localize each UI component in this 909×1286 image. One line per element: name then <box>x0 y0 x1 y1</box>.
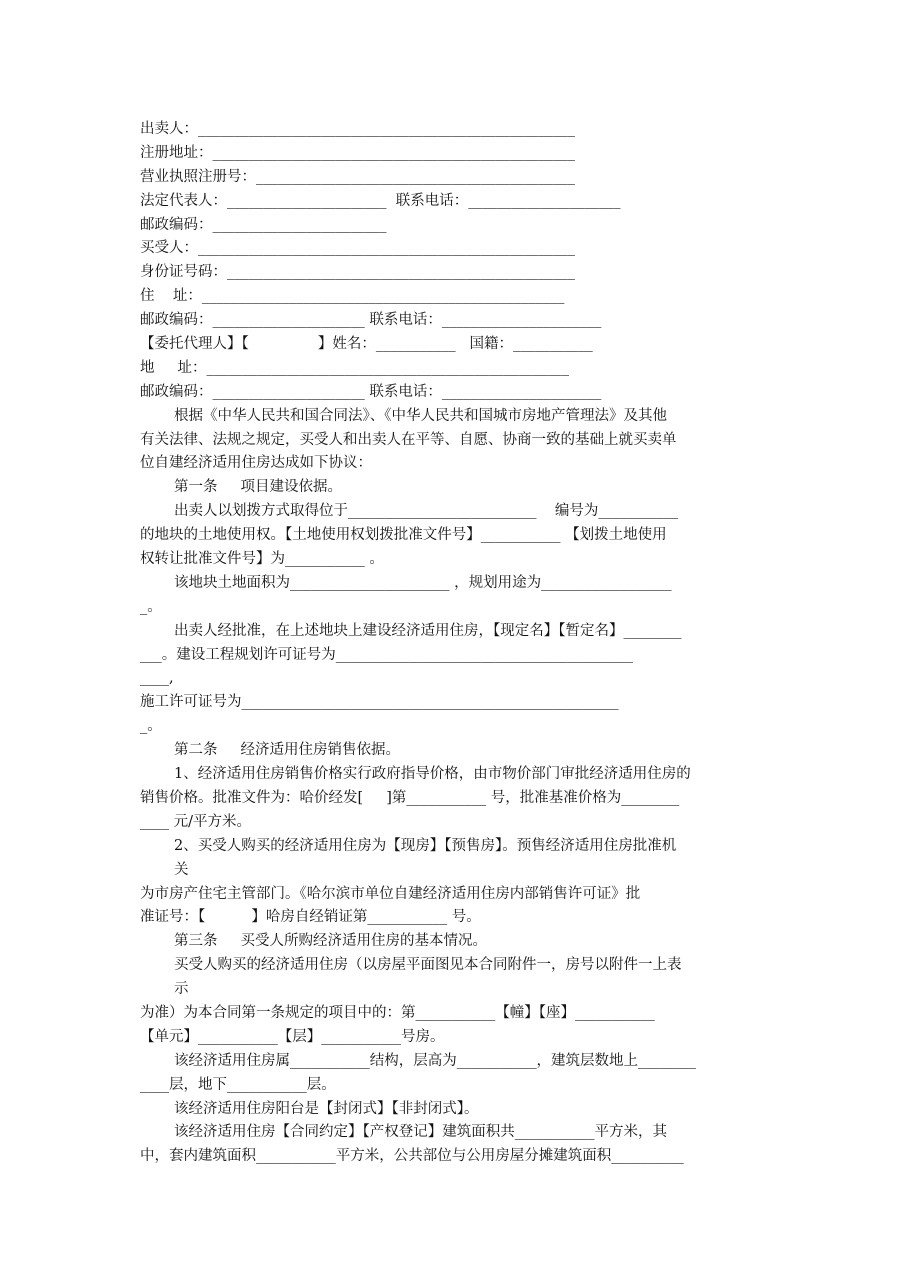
agent-line: 【委托代理人】【 】姓名：___________ 国籍：___________ <box>140 336 593 353</box>
legal-representative-line: 法定代表人：______________________ 联系电话：_____________________ <box>140 192 621 209</box>
article-1-text: 权转让批准文件号】为___________ 。 <box>140 551 384 568</box>
preamble-line: 位自建经济适用住房达成如下协议： <box>140 455 372 472</box>
preamble-line: 根据《中华人民共和国合同法》、《中华人民共和国城市房地产管理法》及其他 <box>174 407 667 424</box>
seller-postcode-line: 邮政编码：________________________ <box>140 216 387 233</box>
article-3-heading: 第三条 买受人所购经济适用住房的基本情况。 <box>174 933 488 950</box>
article-3-text: 【单元】___________【层】___________号房。 <box>140 1028 445 1045</box>
article-2-text: 1、经济适用住房销售价格实行政府指导价格，由市物价部门审批经济适用住房的 <box>174 766 691 783</box>
article-2-text: 准证号：【 】哈房自经销证第___________ 号。 <box>140 909 481 926</box>
article-3-text: 该经济适用住房属___________结构，层高为___________，建筑层数地上________ <box>174 1052 696 1069</box>
article-3-text: ____层，地下___________层。 <box>140 1076 336 1093</box>
article-2-heading: 第二条 经济适用住房销售依据。 <box>174 742 401 759</box>
business-license-line: 营业执照注册号：____________________________________________ <box>140 168 575 185</box>
article-1-heading: 第一条 项目建设依据。 <box>174 479 343 496</box>
agent-postcode-line: 邮政编码：_____________________ 联系电话：______________________ <box>140 383 602 400</box>
article-1-text: ___。建设工程规划许可证号为_________________________________________ <box>140 646 633 663</box>
agent-address-line: 地 址：__________________________________________________ <box>140 359 570 376</box>
article-2-text: 2、买受人购买的经济适用住房为【现房】【预售房】。预售经济适用住房批准机 <box>174 837 677 854</box>
registered-address-line: 注册地址：__________________________________________________ <box>140 144 575 161</box>
seller-line: 出卖人：____________________________________________________ <box>140 121 575 137</box>
article-1-text: 的地块的土地使用权。【土地使用权划拨批准文件号】___________ 【划拨土地使用 <box>140 527 667 544</box>
article-1-text: 该地块土地面积为______________________ ，规划用途为__________________ <box>174 574 672 591</box>
article-3-text: 中，套内建筑面积___________平方米，公共部位与公用房屋分摊建筑面积__________ <box>140 1148 684 1165</box>
buyer-line: 买受人：____________________________________________________ <box>140 240 575 257</box>
article-3-text: 买受人购买的经济适用住房（以房屋平面图见本合同附件一，房号以附件一上表 <box>174 957 682 974</box>
article-2-text: 为市房产住宅主管部门。《哈尔滨市单位自建经济适用住房内部销售许可证》批 <box>140 885 641 902</box>
article-1-text: _。 <box>140 598 162 615</box>
article-1-text: 出卖人经批准，在上述地块上建设经济适用住房，【现定名】【暂定名】________ <box>174 622 682 639</box>
article-2-text: 销售价格。批准文件为：哈价经发[ ]第___________ 号，批准基准价格为________ <box>140 789 680 806</box>
preamble-line: 有关法律、法规之规定，买受人和出卖人在平等、自愿、协商一致的基础上就买卖单 <box>140 431 677 448</box>
article-3-text: 示 <box>174 981 189 998</box>
article-3-text: 该经济适用住房【合同约定】【产权登记】建筑面积共___________平方米，其 <box>174 1124 667 1141</box>
article-1-text: 出卖人以划拨方式取得位于__________________________ 编号为___________ <box>174 503 679 520</box>
article-1-text: _。 <box>140 718 162 735</box>
article-1-text: 施工许可证号为____________________________________________________ <box>140 694 619 711</box>
buyer-address-line: 住 址：__________________________________________________ <box>140 288 565 305</box>
article-3-text: 为准）为本合同第一条规定的项目中的：第___________【幢】【座】___________ <box>140 1004 655 1021</box>
article-2-text: 关 <box>174 861 189 878</box>
buyer-postcode-line: 邮政编码：_____________________ 联系电话：______________________ <box>140 312 602 329</box>
article-2-text: ____ 元/平方米。 <box>140 813 251 830</box>
contract-document <box>140 118 775 1169</box>
article-3-text: 该经济适用住房阳台是【封闭式】【非封闭式】。 <box>174 1100 479 1117</box>
article-1-text: ____, <box>140 670 174 687</box>
id-number-line: 身份证号码：________________________________________________ <box>140 264 575 281</box>
